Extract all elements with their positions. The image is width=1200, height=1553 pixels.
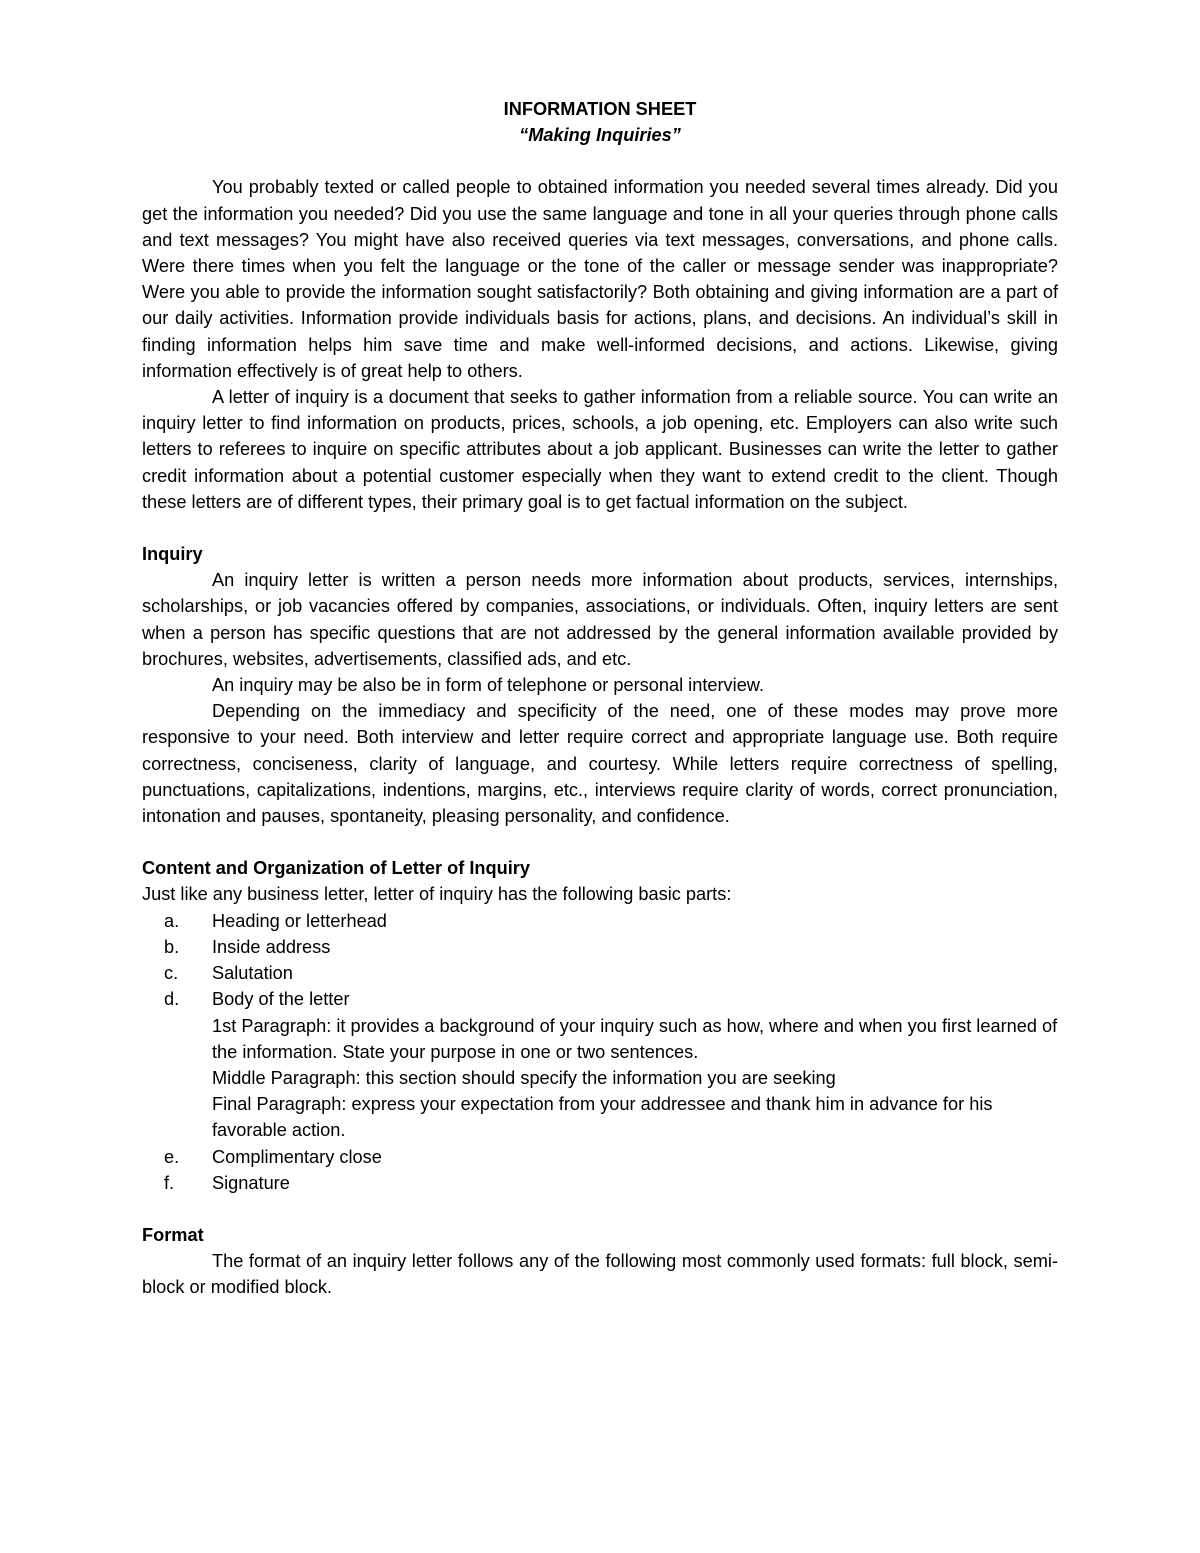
- content-heading: Content and Organization of Letter of Inquiry: [142, 858, 530, 879]
- list-item-label: Inside address: [212, 936, 331, 957]
- list-marker: c.: [164, 963, 179, 984]
- body-middle-paragraph-note: Middle Paragraph: this section should specify the information you are seeking: [212, 1067, 836, 1088]
- spacer: [142, 829, 1058, 855]
- body-first-paragraph-note: 1st Paragraph: it provides a background of your inquiry such as how, where and when you first learned of the information. State your purpose in one or two sentences.: [212, 1015, 1058, 1062]
- list-marker: e.: [164, 1146, 180, 1167]
- letter-parts-list: [142, 908, 1058, 1196]
- body-final-paragraph-note: Final Paragraph: express your expectation from your addressee and thank him in advance for his favorable action.: [212, 1094, 993, 1141]
- list-item: [142, 986, 1058, 1143]
- list-item-label: Salutation: [212, 963, 293, 984]
- inquiry-paragraph-1: An inquiry letter is written a person needs more information about products, services, internships, scholarships, or job vacancies offered by companies, associations, or individuals. Often, inquiry letters are sent when a person has specific questions that are not addressed by the general information available provided by brochures, websites, advertisements, classified ads, and etc.: [142, 570, 1058, 669]
- list-marker: f.: [164, 1172, 175, 1193]
- format-heading: Format: [142, 1224, 204, 1245]
- list-item-label: Heading or letterhead: [212, 910, 387, 931]
- inquiry-heading: Inquiry: [142, 544, 203, 565]
- spacer: [142, 515, 1058, 541]
- list-item: [142, 960, 1058, 986]
- inquiry-paragraph-2: An inquiry may be also be in form of telephone or personal interview.: [212, 675, 764, 696]
- spacer: [142, 1196, 1058, 1222]
- intro-paragraph-2: A letter of inquiry is a document that seeks to gather information from a reliable source. You can write an inquiry letter to find information on products, prices, schools, a job opening, etc. Employers can also write such letters to referees to inquire on specific attributes about a job applicant. Businesses can write the letter to gather credit information about a potential customer especially when they want to extend credit to the client. Though these letters are of different types, their primary goal is to get factual information on the subject.: [142, 387, 1058, 512]
- list-item-label: Complimentary close: [212, 1146, 382, 1167]
- spacer: [142, 148, 1058, 174]
- page-subtitle: “Making Inquiries”: [519, 125, 681, 146]
- list-item: [142, 934, 1058, 960]
- list-item-label: Body of the letter: [212, 989, 350, 1010]
- list-marker: b.: [164, 936, 180, 957]
- list-item: [142, 1144, 1058, 1170]
- list-marker: a.: [164, 910, 180, 931]
- list-item-label: Signature: [212, 1172, 290, 1193]
- content-lead: Just like any business letter, letter of inquiry has the following basic parts:: [142, 884, 732, 905]
- intro-paragraph-1: You probably texted or called people to obtained information you needed several times already. Did you get the information you needed? Did you use the same language and tone in all your queries through phone calls and text messages? You might have also received queries via text messages, conversations, and phone calls. Were there times when you felt the language or the tone of the caller or message sender was inappropriate? Were you able to provide the information sought satisfactorily? Both obtaining and giving information are a part of our daily activities. Information provide individuals basis for actions, plans, and decisions. An individual’s skill in finding information helps him save time and make well-informed decisions, and actions. Likewise, giving information effectively is of great help to others.: [142, 177, 1058, 381]
- list-marker: d.: [164, 989, 180, 1010]
- format-paragraph: The format of an inquiry letter follows any of the following most commonly used formats: full block, semi-block or modified block.: [142, 1251, 1058, 1298]
- document-page: [142, 96, 1058, 1301]
- inquiry-paragraph-3: Depending on the immediacy and specificity of the need, one of these modes may prove more responsive to your need. Both interview and letter require correct and appropriate language use. Both require correctness, conciseness, clarity of language, and courtesy. While letters require correctness of spelling, punctuations, capitalizations, indentions, margins, etc., interviews require clarity of words, correct pronunciation, intonation and pauses, spontaneity, pleasing personality, and confidence.: [142, 701, 1058, 827]
- list-item: [142, 1170, 1058, 1196]
- list-item: [142, 908, 1058, 934]
- page-title: INFORMATION SHEET: [503, 99, 697, 119]
